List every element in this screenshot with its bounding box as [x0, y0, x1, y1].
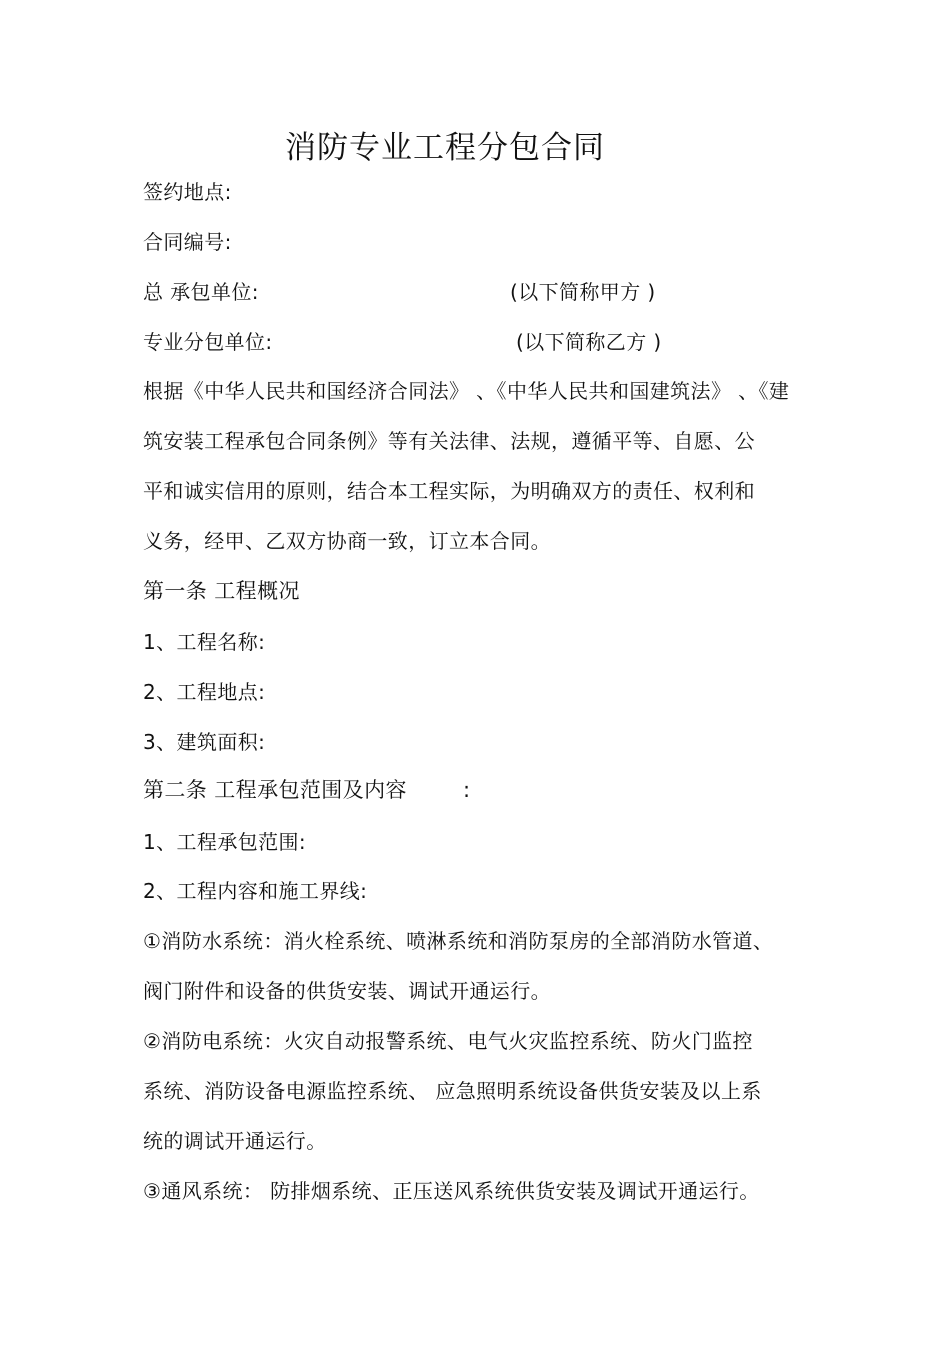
scope-line: 系统、消防设备电源监控系统、 应急照明系统设备供货安装及以上系 [143, 1079, 762, 1103]
scope-line: ①消防水系统：消火栓系统、喷淋系统和消防泵房的全部消防水管道、 [143, 929, 774, 953]
general-contractor-label: 总 承包单位: [143, 280, 259, 304]
article-1-item: 3、建筑面积: [143, 730, 266, 754]
article-1-item: 2、工程地点: [143, 680, 266, 704]
contract-number-label: 合同编号: [143, 230, 232, 254]
article-2-heading: 第二条 工程承包范围及内容 [143, 778, 407, 802]
sign-place-label: 签约地点: [143, 180, 232, 204]
party-b-note: (以下简称乙方 ) [516, 330, 662, 354]
article-2-heading-colon: : [463, 778, 471, 802]
preamble-line: 平和诚实信用的原则，结合本工程实际，为明确双方的责任、权利和 [143, 479, 755, 503]
scope-line: ③通风系统： 防排烟系统、正压送风系统供货安装及调试开通运行。 [143, 1179, 760, 1203]
subcontractor-label: 专业分包单位: [143, 330, 273, 354]
article-2-item: 2、工程内容和施工界线: [143, 879, 368, 903]
article-1-heading: 第一条 工程概况 [143, 579, 300, 603]
document-title: 消防专业工程分包合同 [285, 130, 605, 166]
party-a-note: (以下简称甲方 ) [510, 280, 656, 304]
scope-line: ②消防电系统：火灾自动报警系统、电气火灾监控系统、防火门监控 [143, 1029, 753, 1053]
preamble-line: 义务，经甲、乙双方协商一致，订立本合同。 [143, 529, 551, 553]
scope-line: 统的调试开通运行。 [143, 1129, 327, 1153]
scope-line: 阀门附件和设备的供货安装、调试开通运行。 [143, 979, 551, 1003]
article-1-item: 1、工程名称: [143, 630, 266, 654]
preamble-line: 根据《中华人民共和国经济合同法》 、《中华人民共和国建筑法》 、《建 [143, 379, 790, 403]
article-2-item: 1、工程承包范围: [143, 830, 307, 854]
preamble-line: 筑安装工程承包合同条例》等有关法律、法规，遵循平等、自愿、公 [143, 429, 755, 453]
